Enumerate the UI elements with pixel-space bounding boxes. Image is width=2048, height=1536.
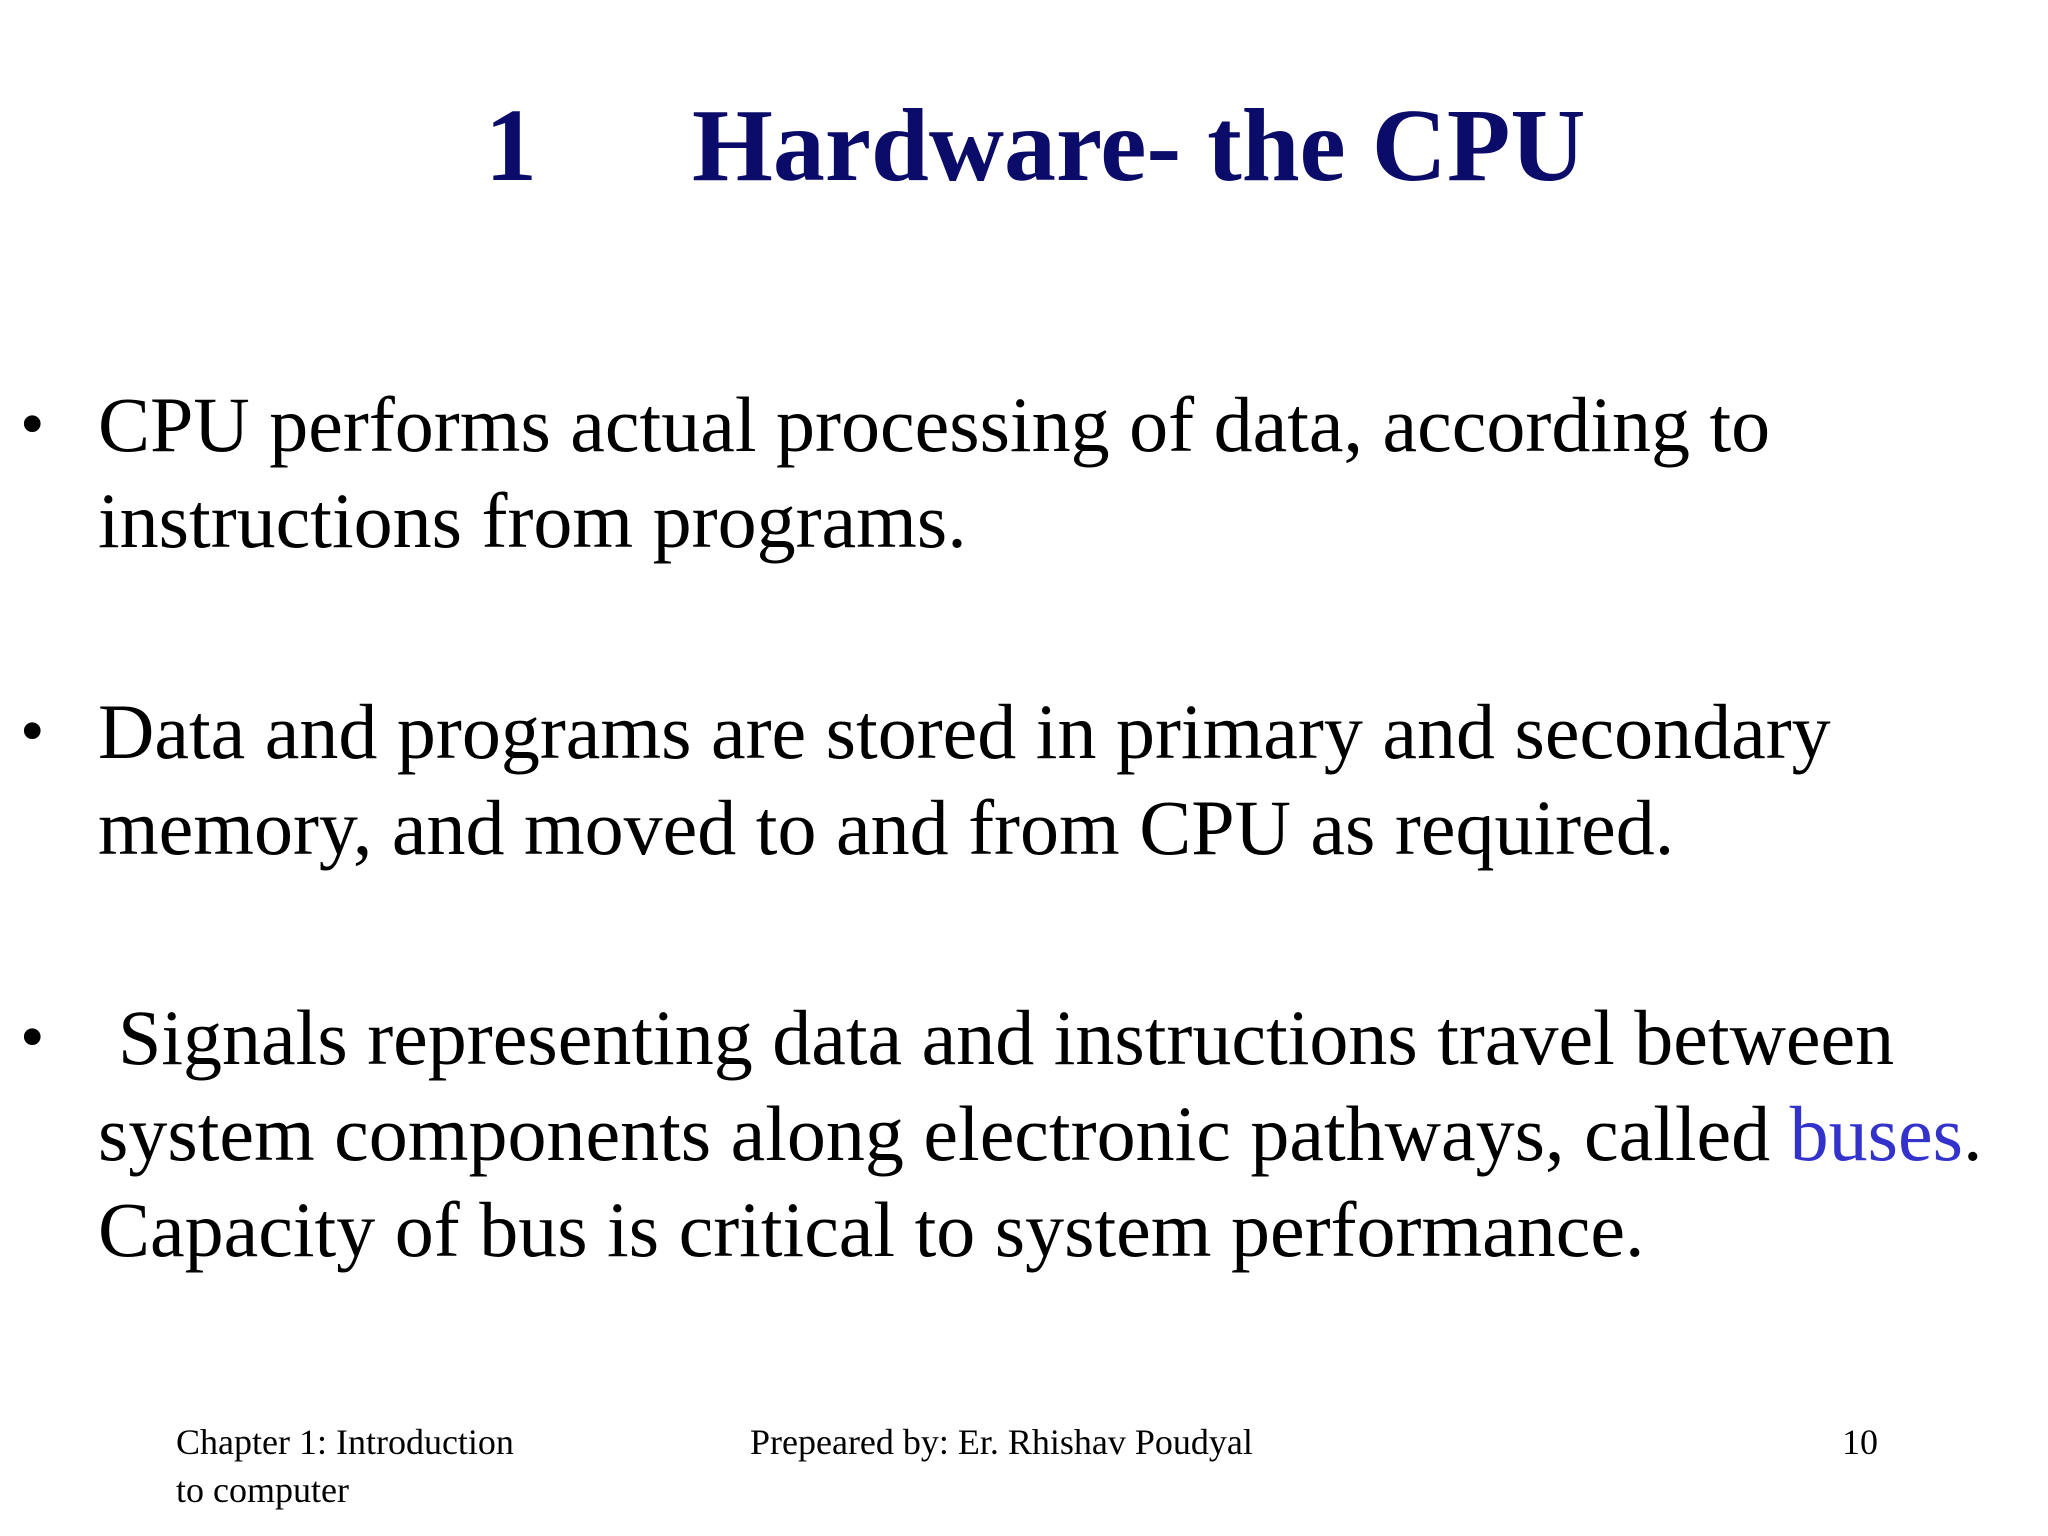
footer-chapter (176, 1418, 596, 1514)
footer-author: Prepeared by: Er. Rhishav Poudyal (750, 1422, 1253, 1462)
bullet-line-text: Signals representing data and instructions travel between (118, 994, 1895, 1081)
title-text: Hardware- the CPU (692, 88, 1586, 203)
bullet-line-text: . (1963, 1090, 1983, 1177)
footer-chapter-line: to computer (176, 1470, 349, 1510)
bullet-line: CPU performs actual processing of data, according to (98, 381, 1771, 468)
bullet-line (98, 1086, 2038, 1182)
bullet-text (98, 377, 2038, 569)
highlighted-term: buses (1789, 1090, 1964, 1177)
bullet-line (98, 990, 2038, 1086)
slide-footer (0, 1418, 2048, 1518)
bullet-line: memory, and moved to and from CPU as required. (98, 784, 1675, 871)
bullet-line: Capacity of bus is critical to system performance. (98, 1186, 1645, 1273)
bullet-icon: • (20, 386, 45, 463)
bullet-text (98, 990, 2038, 1278)
bullet-line: Data and programs are stored in primary and secondary (98, 688, 1831, 775)
bullet-line-text: system components along electronic pathways, called (98, 1090, 1790, 1177)
bullet-line: instructions from programs. (98, 477, 967, 564)
page-number: 10 (1842, 1422, 1878, 1462)
bullet-icon: • (20, 693, 45, 770)
footer-chapter-line: Chapter 1: Introduction (176, 1422, 514, 1462)
bullet-text (98, 684, 2038, 876)
bullet-icon: • (20, 999, 45, 1076)
title-number: 1 (485, 88, 537, 203)
